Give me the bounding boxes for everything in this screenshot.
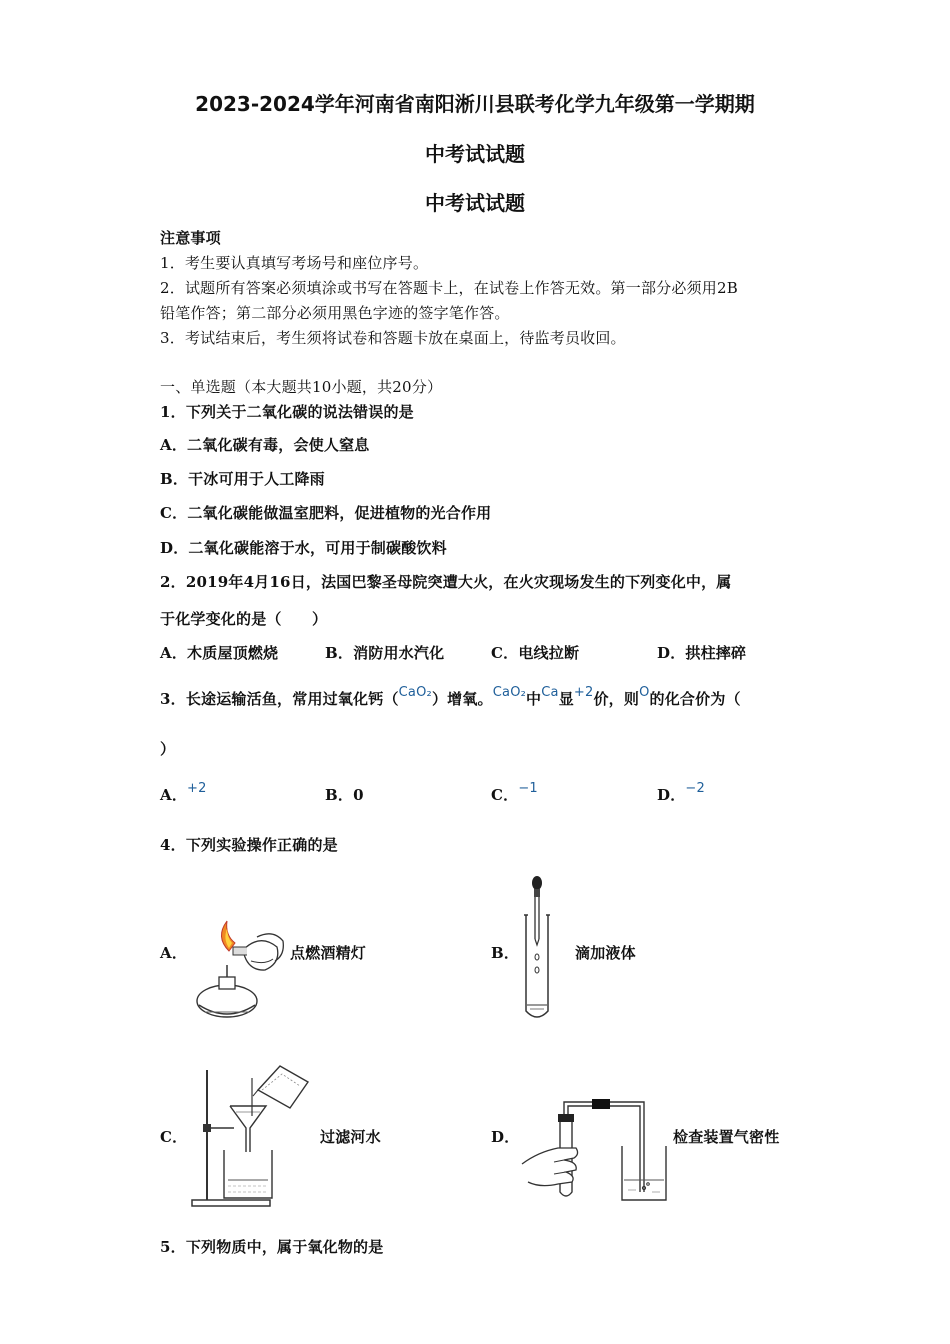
q4-option-c-label: 过滤河水 [320, 1128, 381, 1146]
q3-formula-cao2: CaO₂ [398, 685, 432, 700]
q4-option-b-label: 滴加液体 [575, 944, 636, 962]
q3-option-a-value: +2 [187, 781, 207, 796]
q3-text-1: 3．长途运输活鱼，常用过氧化钙（ [160, 690, 399, 708]
q3-option-b [325, 784, 364, 805]
q3-formula-plus2: +2 [573, 685, 594, 700]
q1-option-b: B．干冰可用于人工降雨 [160, 470, 325, 488]
alcohol-lamp-figure [185, 915, 285, 1027]
notes-item-1: 1．考生要认真填写考场号和座位序号。 [160, 254, 429, 272]
q1-stem: 1．下列关于二氧化碳的说法错误的是 [160, 403, 414, 421]
q3-option-d-letter: D． [657, 786, 686, 804]
notes-heading: 注意事项 [160, 229, 221, 247]
q3-option-a-letter: A． [160, 786, 188, 804]
q3-option-c [491, 781, 538, 805]
q3-stem [160, 685, 741, 709]
q4-option-d-label: 检查装置气密性 [673, 1128, 780, 1146]
q3-option-d [657, 781, 705, 805]
q3-text-2: ）增氧。 [431, 690, 493, 708]
q4-option-a-letter: A． [160, 944, 188, 962]
q4-stem: 4．下列实验操作正确的是 [160, 836, 338, 854]
q3-formula-o: O [639, 685, 650, 700]
q3-text-6: 的化合价为（ [649, 690, 741, 708]
q3-option-d-value: −2 [685, 781, 705, 796]
q3-formula-cao2-2: CaO₂ [492, 685, 527, 700]
dropper-test-tube-figure [518, 875, 558, 1025]
q2-stem-line-2: 于化学变化的是（ ） [160, 610, 328, 628]
q4-option-d-letter: D． [491, 1128, 520, 1146]
notes-item-2: 2．试题所有答案必须填涂或书写在答题卡上，在试卷上作答无效。第一部分必须用2B [160, 279, 738, 297]
q2-option-b: B．消防用水汽化 [325, 644, 445, 662]
q3-option-b-value: 0 [353, 786, 364, 804]
q3-option-b-letter: B． [325, 786, 354, 804]
section-heading: 一、单选题（本大题共10小题，共20分） [160, 378, 443, 396]
q2-option-c: C．电线拉断 [491, 644, 580, 662]
airtightness-check-figure [518, 1092, 670, 1206]
title-line-2: 中考试试题 [425, 142, 525, 166]
q3-text-4: 显 [558, 690, 574, 708]
q4-option-a-label: 点燃酒精灯 [290, 944, 367, 962]
notes-item-2-cont: 铅笔作答；第二部分必须用黑色字迹的签字笔作答。 [160, 304, 510, 322]
title-line-1: 2023-2024学年河南省南阳淅川县联考化学九年级第一学期期 [195, 92, 755, 116]
q3-stem-close: ） [160, 740, 176, 758]
q3-option-c-value: −1 [518, 781, 538, 796]
q3-text-3: 中 [526, 690, 542, 708]
q4-option-b-letter: B． [491, 944, 520, 962]
title-line-3: 中考试试题 [425, 191, 525, 215]
q2-option-a: A．木质屋顶燃烧 [160, 644, 279, 662]
notes-item-3: 3．考试结束后，考生须将试卷和答题卡放在桌面上，待监考员收回。 [160, 329, 626, 347]
q3-text-5: 价，则 [593, 690, 640, 708]
q2-stem-line-1: 2．2019年4月16日，法国巴黎圣母院突遭大火，在火灾现场发生的下列变化中，属 [160, 573, 732, 591]
q4-option-c-letter: C． [160, 1128, 188, 1146]
q3-option-a [160, 781, 207, 805]
filtration-figure [188, 1060, 310, 1208]
q1-option-a: A．二氧化碳有毒，会使人窒息 [160, 436, 370, 454]
q3-formula-ca: Ca [541, 685, 559, 700]
q1-option-c: C．二氧化碳能做温室肥料，促进植物的光合作用 [160, 504, 492, 522]
q2-option-d: D．拱柱摔碎 [657, 644, 747, 662]
q1-option-d: D．二氧化碳能溶于水，可用于制碳酸饮料 [160, 539, 447, 557]
q5-stem: 5．下列物质中，属于氧化物的是 [160, 1238, 384, 1256]
q3-option-c-letter: C． [491, 786, 519, 804]
